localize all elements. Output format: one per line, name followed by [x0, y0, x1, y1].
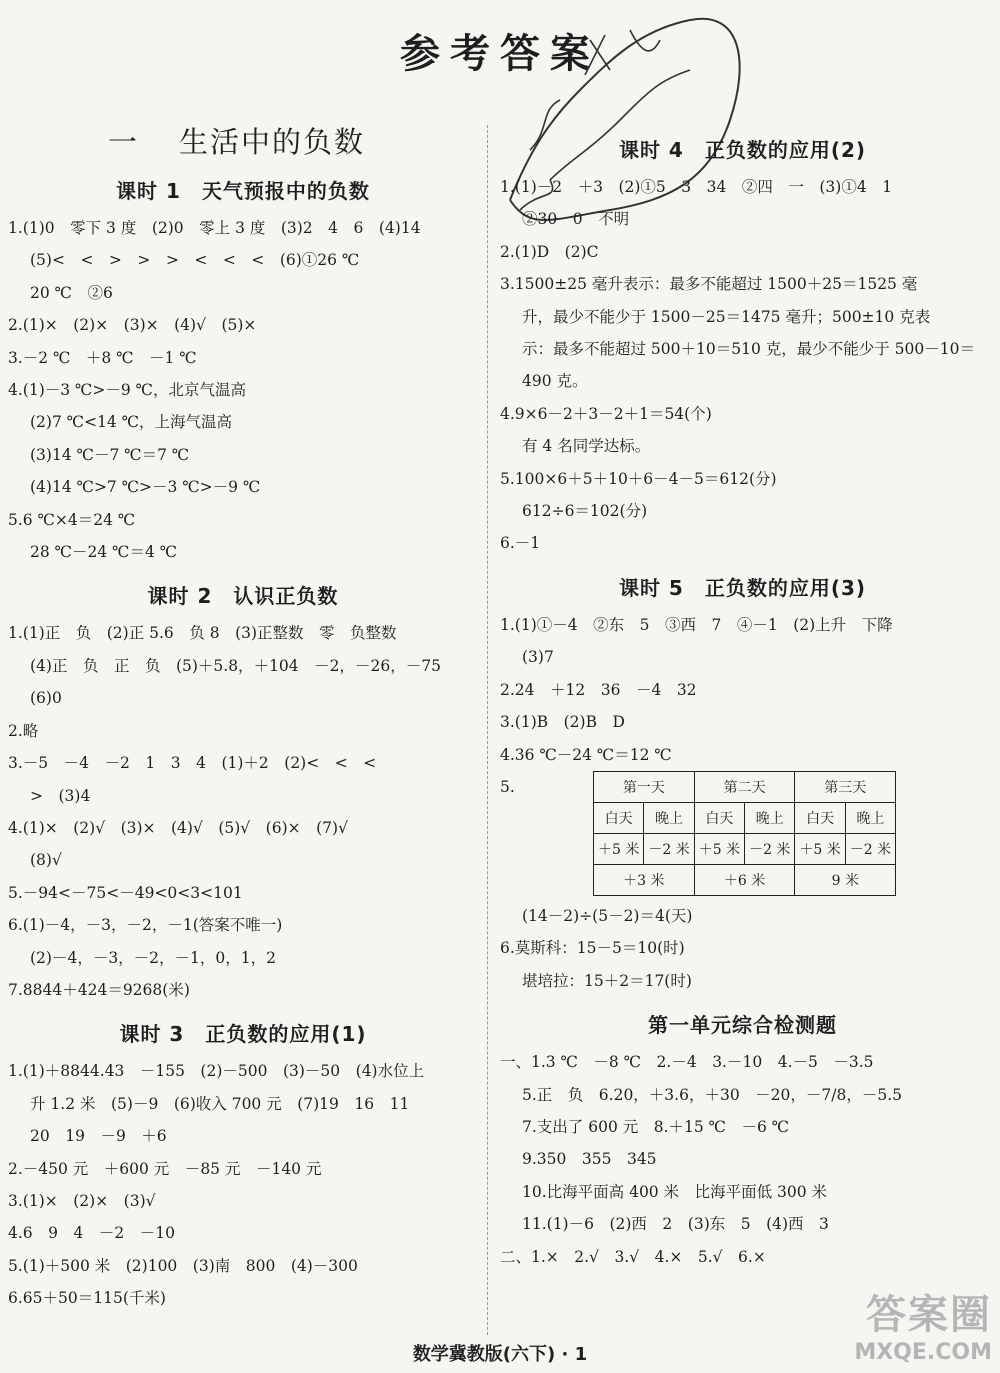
table-cell: 第二天: [694, 771, 795, 802]
right-column: [500, 110, 985, 1273]
table-cell: 晚上: [745, 802, 795, 833]
answer-line: ②30 0 不明: [522, 210, 630, 229]
table-row: [594, 802, 896, 833]
answer-line: 二、1.× 2.√ 3.√ 4.× 5.√ 6.×: [500, 1247, 766, 1266]
page-footer: 数学冀教版(六下) · 1: [412, 1344, 588, 1365]
answer-line: 4.6 9 4 －2 －10: [8, 1224, 175, 1243]
table-row: [594, 833, 896, 864]
lesson-5-title: 课时 5 正负数的应用(3): [618, 575, 867, 600]
lesson-3-title: 课时 3 正负数的应用(1): [119, 1022, 367, 1047]
answer-line: 4.9×6－2＋3－2＋1＝54(个): [500, 404, 712, 423]
answer-line: 2.24 ＋12 36 －4 32: [500, 680, 697, 699]
watermark-url: MXQE.COM: [854, 1340, 992, 1365]
lesson-2-title: 课时 2 认识正负数: [147, 584, 339, 609]
table-cell: ＋5 米: [795, 833, 845, 864]
unit-test-answers: [500, 1046, 985, 1273]
lesson-3-answers: [8, 1055, 478, 1314]
answer-line: 示：最多不能超过 500＋10＝510 克，最少不能少于 500－10＝: [522, 340, 975, 359]
answer-line: 6.(1)－4，－3，－2，－1(答案不唯一): [8, 916, 283, 935]
answer-line: 9.350 355 345: [522, 1150, 657, 1169]
table-cell: ＋3 米: [594, 864, 695, 895]
table-cell: ＋5 米: [694, 833, 744, 864]
answer-line: (14－2)÷(5－2)＝4(天): [522, 906, 693, 925]
answer-line: 3.(1)× (2)× (3)√: [8, 1191, 156, 1210]
answer-line: 5.－94<－75<－49<0<3<101: [8, 883, 243, 902]
table-cell: －2 米: [644, 833, 694, 864]
answer-line: (6)0: [30, 689, 62, 708]
table-cell: 晚上: [845, 802, 895, 833]
lesson-1-answers: [8, 212, 478, 568]
chapter-number: 一: [108, 125, 140, 159]
answer-line: (3)7: [522, 648, 554, 667]
answer-line: 6.65＋50＝115(千米): [8, 1289, 166, 1308]
table-cell: 白天: [694, 802, 744, 833]
page-title: 参考答案: [400, 31, 600, 77]
answer-line: 4.(1)× (2)√ (3)× (4)√ (5)√ (6)× (7)√: [8, 818, 348, 837]
answer-line: 7.支出了 600 元 8.＋15 ℃ －6 ℃: [522, 1117, 790, 1136]
table-cell: －2 米: [845, 833, 895, 864]
chapter-heading: [108, 120, 478, 161]
answer-line: 1.(1)0 零下 3 度 (2)0 零上 3 度 (3)2 4 6 (4)14: [8, 219, 421, 237]
chapter-title: 生活中的负数: [179, 125, 366, 159]
answer-line: 升，最少不能少于 1500－25＝1475 毫升；500±10 克表: [522, 307, 931, 326]
answer-line: 一、1.3 ℃ －8 ℃ 2.－4 3.－10 4.－5 －3.5: [500, 1053, 874, 1072]
answer-line: 6.－1: [500, 534, 541, 553]
table-cell: 9 米: [795, 864, 896, 895]
answer-line: 3.－5 －4 －2 1 3 4 (1)＋2 (2)< < <: [8, 754, 377, 773]
watermark-logo-text: 答案圈: [866, 1292, 992, 1338]
question-5-table-block: [500, 771, 985, 896]
table-cell: 晚上: [644, 802, 694, 833]
answer-line: 2.(1)× (2)× (3)× (4)√ (5)×: [8, 316, 257, 335]
answer-line: 612÷6＝102(分): [522, 502, 648, 521]
table-cell: ＋6 米: [694, 864, 795, 895]
answer-line: 1.(1)－2 ＋3 (2)①5 3 34 ②四 一 (3)①4 1: [500, 178, 893, 196]
lesson-2-answers: [8, 617, 478, 1006]
answer-line: (8)√: [30, 851, 62, 870]
answer-line: 20 ℃ ②6: [30, 283, 113, 302]
answer-line: 3.(1)B (2)B D: [500, 713, 625, 732]
answer-line: 5.正 负 6.20，＋3.6，＋30 －20，－7/8，－5.5: [522, 1085, 902, 1104]
answer-line: 3.1500±25 毫升表示：最多不能超过 1500＋25＝1525 毫: [500, 275, 918, 294]
table-cell: ＋5 米: [594, 833, 644, 864]
answer-line: 4.(1)－3 ℃>－9 ℃，北京气温高: [8, 381, 246, 400]
answer-line: 10.比海平面高 400 米 比海平面低 300 米: [522, 1182, 828, 1201]
answer-line: 升 1.2 米 (5)－9 (6)收入 700 元 (7)19 16 11: [30, 1094, 410, 1113]
unit-test-title: 第一单元综合检测题: [648, 1013, 837, 1038]
table-cell: 白天: [594, 802, 644, 833]
answer-line: 490 克。: [522, 372, 588, 391]
table-row: [594, 771, 896, 802]
left-column: [8, 110, 478, 1315]
answer-line: 1.(1)＋8844.43 －155 (2)－500 (3)－50 (4)水位上: [8, 1062, 425, 1081]
lesson-5-answers: [500, 609, 985, 997]
answer-line: (4)14 ℃>7 ℃>－3 ℃>－9 ℃: [30, 478, 261, 497]
table-cell: －2 米: [745, 833, 795, 864]
answer-line: 5.6 ℃×4＝24 ℃: [8, 510, 136, 529]
answer-line: 1.(1)①－4 ②东 5 ③西 7 ④－1 (2)上升 下降: [500, 615, 893, 634]
answer-line: 堪培拉：15＋2＝17(时): [522, 971, 692, 990]
answer-line: 2.－450 元 ＋600 元 －85 元 －140 元: [8, 1159, 322, 1178]
answer-line: (2)7 ℃<14 ℃，上海气温高: [30, 413, 233, 432]
water-level-table: [593, 771, 896, 896]
answer-line: (5)< < > > > < < < (6)①26 ℃: [30, 251, 360, 270]
table-cell: 第三天: [795, 771, 896, 802]
question-number: 5.: [500, 777, 515, 796]
answer-line: 4.36 ℃－24 ℃＝12 ℃: [500, 745, 672, 764]
lesson-1-title: 课时 1 天气预报中的负数: [116, 179, 370, 203]
answer-line: 3.－2 ℃ ＋8 ℃ －1 ℃: [8, 348, 197, 367]
answer-line: 20 19 －9 ＋6: [30, 1127, 167, 1146]
lesson-4-answers: [500, 171, 985, 560]
answer-line: (2)－4，－3，－2，－1，0，1，2: [30, 948, 276, 967]
answer-line: 有 4 名同学达标。: [522, 437, 651, 456]
answer-line: 28 ℃－24 ℃＝4 ℃: [30, 543, 178, 562]
answer-line: 1.(1)正 负 (2)正 5.6 负 8 (3)正整数 零 负整数: [8, 624, 397, 643]
answer-line: 11.(1)－6 (2)西 2 (3)东 5 (4)西 3: [522, 1215, 829, 1234]
table-cell: 白天: [795, 802, 845, 833]
table-cell: 第一天: [594, 771, 695, 802]
table-row: [594, 864, 896, 895]
answer-line: 6.莫斯科：15－5＝10(时): [500, 939, 685, 958]
answer-line: 2.(1)D (2)C: [500, 242, 599, 261]
answer-line: 7.8844＋424＝9268(米): [8, 980, 190, 999]
answer-line: > (3)4: [30, 786, 91, 805]
answer-line: 5.(1)＋500 米 (2)100 (3)南 800 (4)－300: [8, 1256, 358, 1275]
answer-line: 5.100×6＋5＋10＋6－4－5＝612(分): [500, 469, 777, 488]
answer-line: (4)正 负 正 负 (5)＋5.8，＋104 －2，－26，－75: [30, 656, 441, 675]
answer-line: (3)14 ℃－7 ℃＝7 ℃: [30, 445, 190, 464]
lesson-4-title: 课时 4 正负数的应用(2): [618, 138, 867, 162]
answer-line: 2.略: [8, 721, 39, 740]
column-divider: [487, 125, 488, 1335]
